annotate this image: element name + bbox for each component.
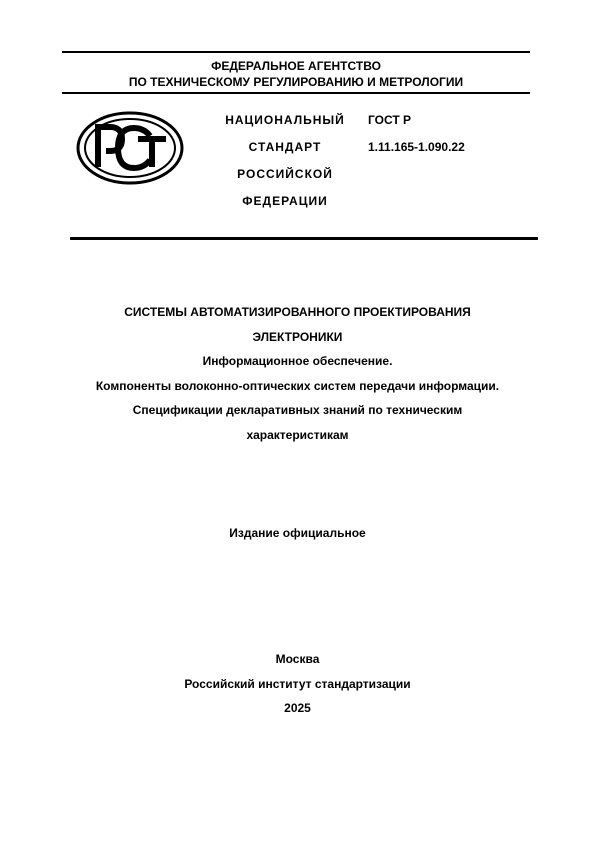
title-line: Компоненты волоконно-оптических систем передачи информации.: [95, 378, 500, 393]
edition-label: Издание официальное: [229, 526, 366, 540]
title-line: Информационное обеспечение.: [202, 354, 393, 368]
rst-emblem-icon: [76, 111, 184, 185]
header-bottom-rule: [70, 237, 538, 240]
gost-prefix: ГОСТ Р: [368, 113, 412, 127]
standard-label-line: ФЕДЕРАЦИИ: [242, 194, 328, 208]
gost-number: 1.11.165-1.090.22: [368, 140, 465, 154]
agency-line-2: ПО ТЕХНИЧЕСКОМУ РЕГУЛИРОВАНИЮ И МЕТРОЛОГИИ: [128, 75, 464, 89]
standard-label-line: СТАНДАРТ: [248, 140, 322, 154]
title-line: СИСТЕМЫ АВТОМАТИЗИРОВАННОГО ПРОЕКТИРОВАНИЯ: [124, 305, 471, 319]
agency-line-1: ФЕДЕРАЛЬНОЕ АГЕНТСТВО: [211, 59, 381, 73]
standard-label-line: НАЦИОНАЛЬНЫЙ: [225, 113, 345, 127]
title-line: ЭЛЕКТРОНИКИ: [252, 329, 343, 344]
imprint-city: Москва: [275, 652, 320, 666]
title-line: характеристикам: [246, 427, 349, 442]
standard-label: [205, 113, 365, 221]
top-rule: [62, 51, 530, 53]
standard-label-line: РОССИЙСКОЙ: [237, 167, 333, 181]
document-title: [40, 305, 555, 452]
imprint-year: 2025: [284, 701, 311, 715]
imprint: [0, 652, 595, 726]
title-line: Спецификации декларативных знаний по техническим: [132, 403, 463, 417]
agency-rule: [62, 92, 530, 94]
agency-name: [62, 58, 530, 90]
gost-designation: [368, 113, 465, 167]
imprint-publisher: Российский институт стандартизации: [184, 676, 411, 691]
